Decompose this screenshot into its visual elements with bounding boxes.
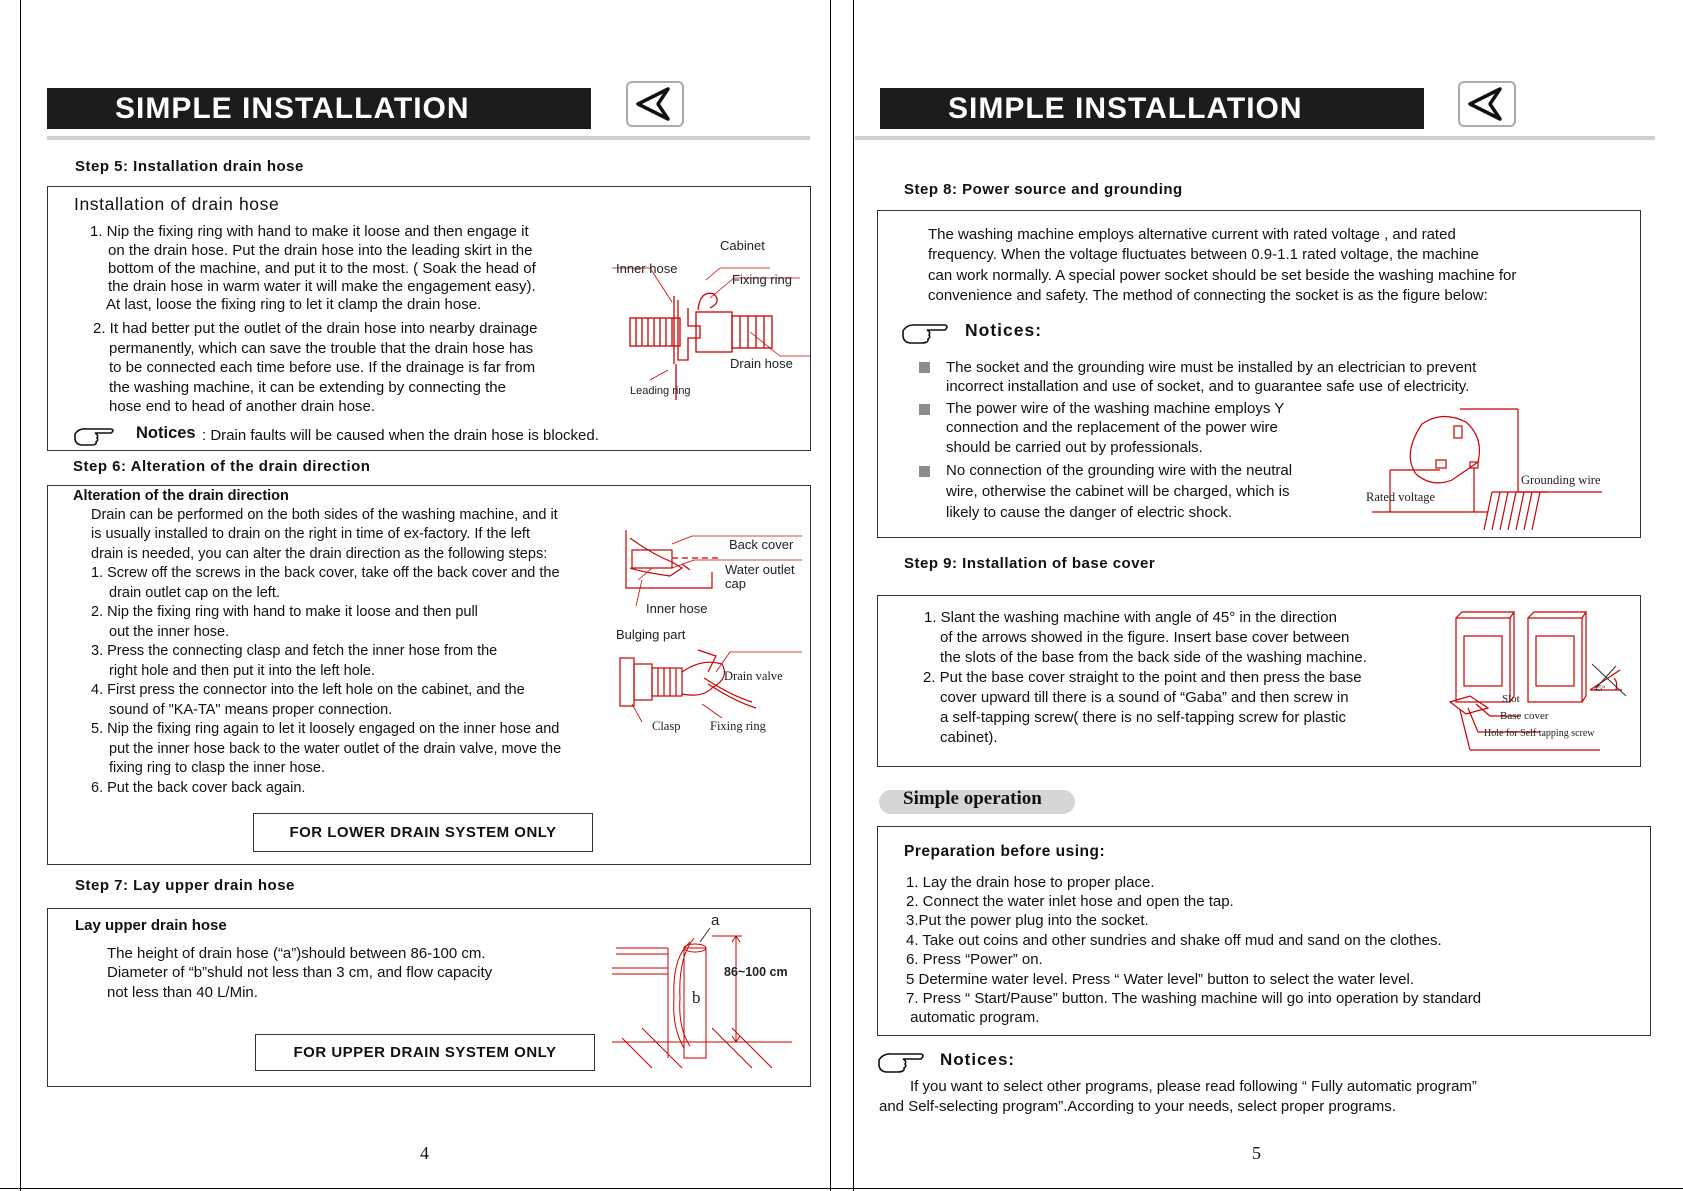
step8-bullet-line: should be carried out by professionals. — [946, 439, 1203, 456]
step8-bullet-line: connection and the replacement of the power wire — [946, 419, 1278, 436]
step5-line: the washing machine, it can be extending by connecting the — [109, 379, 506, 396]
bottom-notices-line: If you want to select other programs, please read following “ Fully automatic program” — [910, 1078, 1477, 1095]
step7-heading: Step 7: Lay upper drain hose — [75, 877, 295, 894]
step6-line: 2. Nip the fixing ring with hand to make it loose and then pull — [91, 604, 478, 620]
step9-line: 1. Slant the washing machine with angle of 45° in the direction — [924, 609, 1337, 626]
step6-title: Alteration of the drain direction — [73, 488, 289, 504]
step7-title: Lay upper drain hose — [75, 917, 227, 934]
step6-line: right hole and then put it into the left hole. — [109, 663, 376, 679]
step8-line: The washing machine employs alternative current with rated voltage , and rated — [928, 226, 1456, 243]
left-header-rule — [47, 136, 810, 140]
step8-bullet-line: The socket and the grounding wire must be installed by an electrician to prevent — [946, 359, 1477, 376]
step7-line: Diameter of “b”shuld not less than 3 cm, and flow capacity — [107, 964, 493, 981]
pointing-hand-icon — [73, 425, 117, 447]
fig-label-back-cover: Back cover — [729, 537, 794, 552]
step8-bullet-line: The power wire of the washing machine employs Y — [946, 400, 1285, 417]
preparation-line: 6. Press “Power” on. — [906, 951, 1043, 968]
step5-title: Installation of drain hose — [74, 194, 280, 214]
step5-line: hose end to head of another drain hose. — [109, 398, 376, 415]
step6-line: fixing ring to clasp the inner hose. — [109, 760, 326, 776]
preparation-line: 5 Determine water level. Press “ Water level” button to select the water level. — [906, 971, 1414, 988]
socket-figure — [1362, 404, 1622, 534]
step6-line: sound of "KA-TA" means proper connection. — [109, 702, 393, 718]
step8-line: frequency. When the voltage fluctuates between 0.9-1.1 rated voltage, the machine — [928, 246, 1479, 263]
step5-line: to be connected each time before use. If the drainage is far from — [109, 359, 536, 376]
fig-label-rated-voltage: Rated voltage — [1366, 490, 1436, 504]
step8-line: convenience and safety. The method of connecting the socket is as the figure below: — [928, 287, 1488, 304]
step9-line: the slots of the base from the back side of the washing machine. — [940, 649, 1367, 666]
step8-bullet-line: No connection of the grounding wire with the neutral — [946, 462, 1293, 479]
step5-line: permanently, which can save the trouble that the drain hose has — [109, 340, 534, 357]
step5-line: bottom of the machine, and put it to the most. ( Soak the head of — [108, 260, 536, 277]
simple-operation-title: Simple operation — [903, 788, 1042, 809]
page-left-border — [20, 0, 21, 1191]
preparation-line: 1. Lay the drain hose to proper place. — [906, 874, 1155, 891]
bullet-marker — [919, 404, 930, 415]
step6-line: 4. First press the connector into the left hole on the cabinet, and the — [91, 682, 525, 698]
pointing-hand-icon — [877, 1050, 927, 1074]
fig-label-bulging-part: Bulging part — [616, 627, 686, 642]
fig-label-b: b — [692, 988, 701, 1007]
fig-label-inner-hose: Inner hose — [616, 261, 678, 276]
step5-line: At last, loose the fixing ring to let it clamp the drain hose. — [106, 296, 482, 313]
step6-line: 6. Put the back cover back again. — [91, 780, 306, 796]
fig-label-cabinet: Cabinet — [720, 238, 765, 253]
step6-line: 1. Screw off the screws in the back cover, take off the back cover and the — [91, 565, 560, 581]
right-brand-logo — [1458, 81, 1516, 127]
step7-line: not less than 40 L/Min. — [107, 984, 258, 1001]
step9-line: a self-tapping screw( there is no self-tapping screw for plastic — [940, 709, 1347, 726]
right-banner-title: SIMPLE INSTALLATION — [948, 92, 1303, 125]
step8-bullet-line: likely to cause the danger of electric shock. — [946, 504, 1232, 521]
left-banner — [47, 88, 591, 129]
step6-line: 3. Press the connecting clasp and fetch the inner hose from the — [91, 643, 498, 659]
fig-label-a: a — [711, 912, 720, 929]
step9-heading: Step 9: Installation of base cover — [904, 555, 1156, 572]
preparation-line: 2. Connect the water inlet hose and open the tap. — [906, 893, 1234, 910]
fig-label-hole: Hole for Self tapping screw — [1484, 728, 1595, 739]
left-banner-title: SIMPLE INSTALLATION — [115, 92, 470, 125]
step6-heading: Step 6: Alteration of the drain direction — [73, 458, 371, 475]
step6-line: is usually installed to drain on the right in time of ex-factory. If the left — [91, 526, 530, 542]
page-bottom-border — [0, 1188, 1683, 1189]
fig-label-height: 86~100 cm — [724, 965, 788, 979]
page-gutter-left — [830, 0, 831, 1191]
preparation-line: automatic program. — [906, 1009, 1040, 1026]
fig-label-water-outlet: Water outlet — [725, 562, 795, 577]
preparation-line: 4. Take out coins and other sundries and shake off mud and sand on the clothes. — [906, 932, 1442, 949]
upper-drain-figure — [612, 918, 802, 1068]
preparation-line: 3.Put the power plug into the socket. — [906, 912, 1149, 929]
step5-line: 2. It had better put the outlet of the drain hose into nearby drainage — [93, 320, 538, 337]
step9-line: 2. Put the base cover straight to the point and then press the base — [923, 669, 1362, 686]
preparation-title: Preparation before using: — [904, 843, 1106, 860]
step8-heading: Step 8: Power source and grounding — [904, 181, 1183, 198]
step5-notices-text: : Drain faults will be caused when the drain hose is blocked. — [202, 427, 599, 444]
step5-heading: Step 5: Installation drain hose — [75, 158, 304, 175]
step8-line: can work normally. A special power socket should be set beside the washing machine for — [928, 267, 1517, 284]
bullet-marker — [919, 466, 930, 477]
left-page-number: 4 — [420, 1143, 429, 1163]
step9-line: cabinet). — [940, 729, 998, 746]
brand-arrow-icon — [628, 83, 682, 125]
upper-drain-system-label: FOR UPPER DRAIN SYSTEM ONLY — [255, 1034, 595, 1071]
bullet-marker — [919, 362, 930, 373]
step9-line: of the arrows showed in the figure. Insert base cover between — [940, 629, 1350, 646]
fig-label-leading-ring: Leading ring — [630, 385, 691, 397]
step6-line: out the inner hose. — [109, 624, 230, 640]
right-banner — [880, 88, 1424, 129]
page-gutter-right — [853, 0, 854, 1191]
fig-label-angle: 45° — [1594, 684, 1606, 693]
step6-line: drain is needed, you can alter the drain direction as the following steps: — [91, 546, 548, 562]
step6-line: 5. Nip the fixing ring again to let it loosely engaged on the inner hose and — [91, 721, 560, 737]
fig-label-base-cover: Base cover — [1500, 710, 1549, 722]
step8-notices-label: Notices: — [965, 320, 1043, 340]
step6-line: Drain can be performed on the both sides of the washing machine, and it — [91, 507, 558, 523]
lower-drain-system-label: FOR LOWER DRAIN SYSTEM ONLY — [253, 813, 593, 852]
fig-label-slot: Slot — [1502, 693, 1520, 705]
step5-line: 1. Nip the fixing ring with hand to make it loose and then engage it — [90, 223, 529, 240]
step5-line: the drain hose in warm water it will make the engagement easy). — [108, 278, 536, 295]
preparation-line: 7. Press “ Start/Pause” button. The washing machine will go into operation by standard — [906, 990, 1482, 1007]
right-page-number: 5 — [1252, 1143, 1261, 1163]
fig-label-fixing-ring: Fixing ring — [732, 272, 792, 287]
step8-bullet-line: wire, otherwise the cabinet will be charged, which is — [946, 483, 1290, 500]
fig-label-grounding-wire: Grounding wire — [1521, 473, 1601, 487]
fig-label-clasp: Clasp — [652, 719, 681, 733]
step5-line: on the drain hose. Put the drain hose into the leading skirt in the — [108, 242, 533, 259]
step6-line: drain outlet cap on the left. — [109, 585, 280, 601]
step5-notices-label: Notices — [136, 424, 196, 442]
left-brand-logo — [626, 81, 684, 127]
fig-label-cap: cap — [725, 576, 746, 591]
step9-line: cover upward till there is a sound of “Gaba” and then screw in — [940, 689, 1349, 706]
pointing-hand-icon — [901, 321, 951, 345]
right-header-rule — [855, 136, 1655, 140]
bottom-notices-line: and Self-selecting program”.According to your needs, select proper programs. — [879, 1098, 1396, 1115]
brand-arrow-icon — [1460, 83, 1514, 125]
fig-label-drain-hose: Drain hose — [730, 356, 793, 371]
step7-line: The height of drain hose (“a”)should between 86-100 cm. — [107, 945, 486, 962]
step8-bullet-line: incorrect installation and use of socket, and to guarantee safe use of electricity. — [946, 378, 1470, 395]
bottom-notices-label: Notices: — [940, 1050, 1016, 1069]
fig-label-inner-hose-2: Inner hose — [646, 601, 708, 616]
step6-line: put the inner hose back to the water outlet of the drain valve, move the — [109, 741, 562, 757]
fig-label-drain-valve: Drain valve — [724, 669, 783, 683]
fig-label-fixing-ring-2: Fixing ring — [710, 719, 766, 733]
